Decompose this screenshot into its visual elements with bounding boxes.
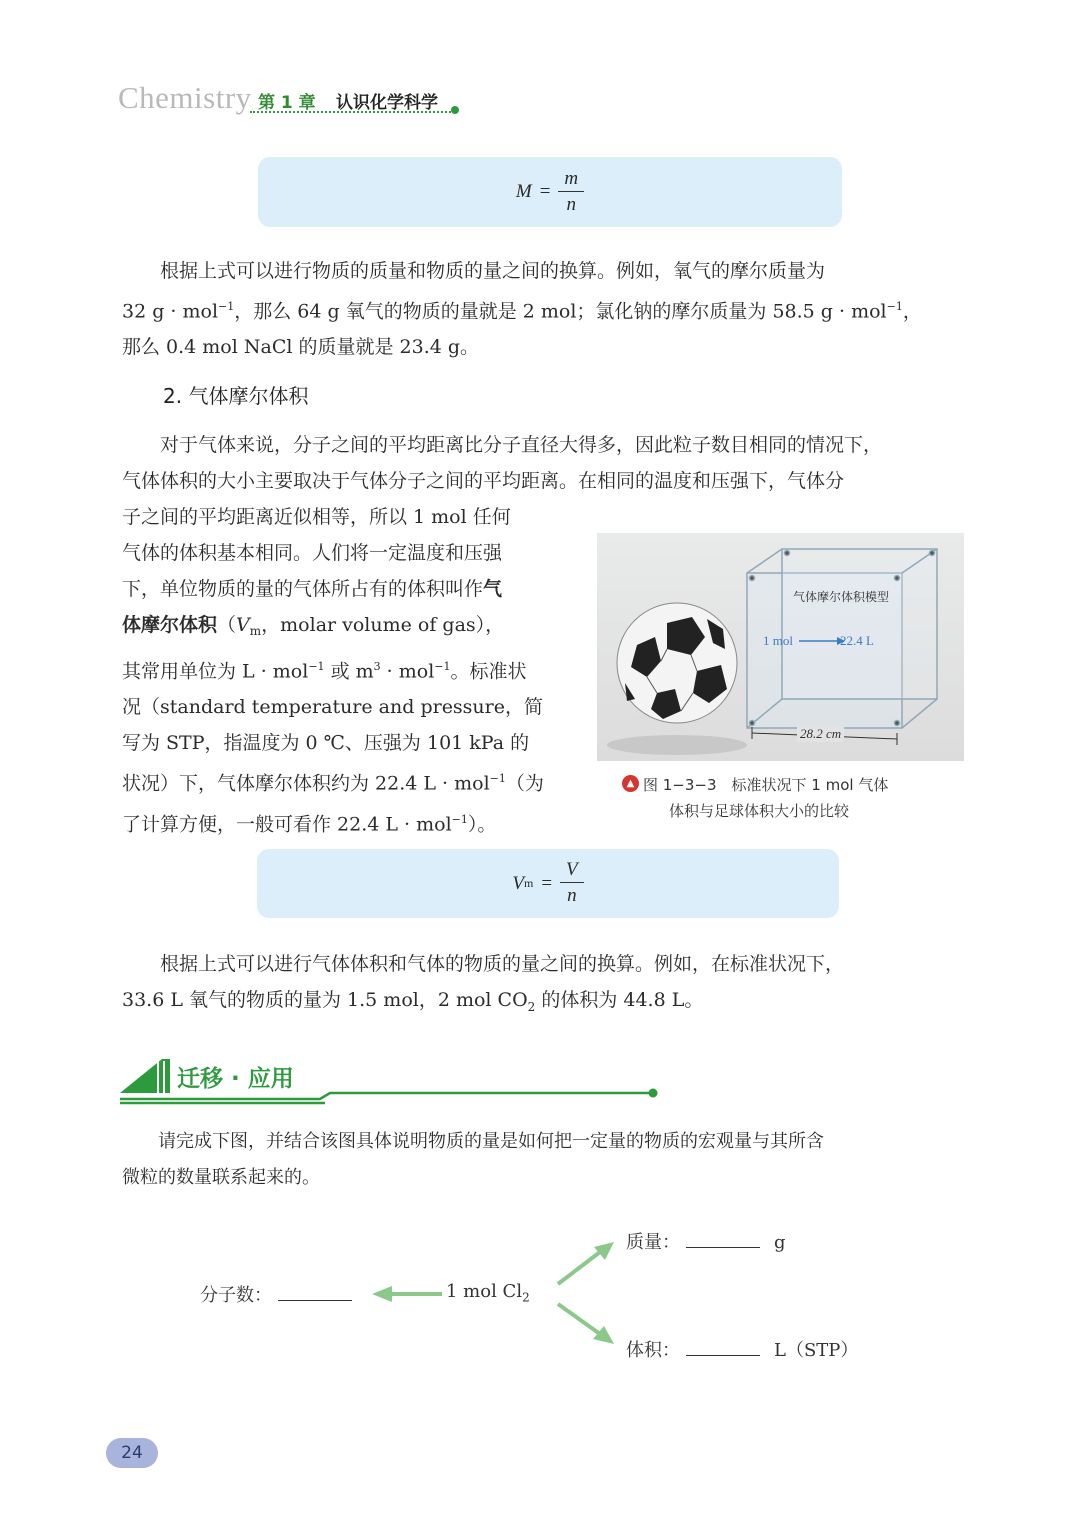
figure-arrow-to: 22.4 L — [840, 633, 874, 648]
diagram-top — [626, 1228, 786, 1254]
para2-line8: 况（standard temperature and pressure，简 — [122, 696, 543, 719]
blank-mass[interactable] — [686, 1229, 760, 1248]
figure-caption — [643, 772, 888, 824]
para2-line6-paren: （ — [217, 614, 237, 636]
para2-l10-a: 状况）下，气体摩尔体积约为 22.4 L · mol — [122, 772, 490, 795]
para2-l7-sup3: −1 — [434, 660, 451, 673]
para1-line3: 那么 0.4 mol NaCl 的质量就是 23.4 g。 — [122, 336, 480, 359]
para1-l2-c: ， — [902, 300, 922, 323]
diagram-bottom-unit: L（STP） — [774, 1340, 859, 1361]
para1-line2 — [122, 289, 967, 329]
banner-line — [120, 1093, 650, 1099]
figure-arrow-from: 1 mol — [763, 633, 793, 648]
para2-line6-c: ，molar volume of gas）， — [261, 614, 505, 636]
diagram-center — [446, 1281, 530, 1305]
formula-lhs: M — [515, 181, 532, 202]
formula2-lhs-sub: m — [523, 876, 534, 890]
para2-l7-d: 。标准状 — [450, 660, 527, 683]
para1-l2-b: ，那么 64 g 氧气的物质的量就是 2 mol；氯化钠的摩尔质量为 58.5 g · mol — [234, 300, 887, 323]
figure-marker-icon: ▲ — [622, 775, 639, 792]
para2-line7 — [122, 649, 572, 689]
figure-dimension-label: 28.2 cm — [797, 726, 844, 742]
para1-sup2: −1 — [886, 300, 903, 313]
banner-dot — [649, 1089, 658, 1098]
paragraph-volume-conversion — [122, 946, 972, 1025]
formula-fraction — [558, 167, 584, 218]
diagram-bottom — [626, 1336, 858, 1362]
para2-l11-a: 了计算方便，一般可看作 22.4 L · mol — [122, 812, 452, 835]
para3-l2-sub: 2 — [527, 999, 536, 1014]
symbol-v: V — [236, 614, 250, 636]
para3-line1: 根据上式可以进行气体体积和气体的物质的量之间的换算。例如，在标准状况下， — [160, 953, 845, 975]
para2-l7-sup1: −1 — [308, 660, 325, 673]
formula-equals: = — [539, 181, 551, 202]
para2-line2: 气体体积的大小主要取决于气体分子之间的平均距离。在相同的温度和压强下，气体分 — [122, 470, 845, 492]
para2-line5-a: 下，单位物质的量的气体所占有的体积叫作 — [122, 578, 484, 600]
page-number: 24 — [106, 1438, 158, 1468]
para2-l7-b: 或 m — [324, 660, 374, 683]
para3-l2-b: 的体积为 44.8 L。 — [535, 989, 704, 1011]
header-chapter: 第 1 章 — [258, 93, 316, 113]
soccer-ball-icon — [617, 603, 737, 723]
diagram-top-label: 质量： — [626, 1232, 680, 1253]
formula-denominator: n — [566, 193, 577, 215]
header-subject: Chemistry — [118, 80, 252, 115]
figure-box-label: 气体摩尔体积模型 — [793, 590, 890, 604]
diagram-left-label: 分子数： — [200, 1285, 272, 1306]
para2-line10 — [122, 761, 572, 801]
formula2-numerator: V — [560, 858, 584, 883]
para2-l11-b: ）。 — [467, 812, 497, 835]
para3-l2-a: 33.6 L 氧气的物质的量为 1.5 mol，2 mol CO — [122, 989, 528, 1011]
arrow-up-right-icon — [558, 1242, 614, 1284]
task-line1: 请完成下图，并结合该图具体说明物质的量是如何把一定量的物质的宏观量与其所含 — [158, 1131, 824, 1152]
formula2-denominator: n — [567, 885, 577, 906]
formula2-fraction — [560, 858, 584, 909]
task-line2: 微粒的数量联系起来的。 — [122, 1167, 320, 1188]
caption-line2: 体积与足球体积大小的比较 — [669, 802, 850, 820]
para2-line3: 子之间的平均距离近似相等，所以 1 mol 任何 — [122, 506, 511, 528]
header-chapter-title: 认识化学科学 — [336, 93, 438, 113]
section-heading-gas-molar-volume: 2. 气体摩尔体积 — [163, 384, 309, 408]
paragraph-task — [122, 1124, 972, 1196]
para1-sup1: −1 — [218, 300, 235, 313]
formula-molar-mass — [516, 167, 584, 218]
diagram-center-sub: 2 — [522, 1290, 530, 1305]
header-dot — [451, 106, 459, 114]
para2-line5 — [122, 571, 572, 607]
para1-line1: 根据上式可以进行物质的质量和物质的量之间的换算。例如，氧气的摩尔质量为 — [160, 260, 826, 282]
figure-photo — [597, 533, 964, 761]
blank-molecule-count[interactable] — [278, 1282, 352, 1301]
formula-molar-volume — [512, 858, 583, 909]
diagram-left — [200, 1281, 358, 1307]
header-dotted-line — [250, 111, 455, 113]
formula2-lhs: V — [512, 872, 524, 894]
arrow-down-right-icon — [558, 1304, 614, 1344]
formula-box-molar-mass — [258, 157, 842, 227]
para2-l10-b: （为 — [505, 772, 544, 795]
banner-triangle — [120, 1059, 170, 1093]
para2-l7-sup2: 3 — [373, 660, 381, 673]
formula-box-molar-volume — [257, 849, 839, 918]
para2-l7-c: · mol — [380, 660, 435, 683]
para2-line1: 对于气体来说，分子之间的平均距离比分子直径大得多，因此粒子数目相同的情况下， — [160, 434, 883, 456]
paragraph-gas-volume-definition — [122, 499, 572, 842]
para2-l11-sup: −1 — [451, 812, 468, 826]
arrow-left-icon — [372, 1286, 442, 1302]
formula2-equals: = — [541, 872, 553, 894]
formula-numerator: m — [558, 167, 584, 192]
para2-line11 — [122, 802, 572, 842]
term-gas-part1: 气 — [483, 578, 503, 600]
para2-l10-sup: −1 — [489, 772, 506, 786]
para2-l7-a: 其常用单位为 L · mol — [122, 660, 309, 683]
ball-shadow — [607, 735, 747, 755]
diagram-center-text: 1 mol Cl — [446, 1281, 523, 1302]
diagram-bottom-label: 体积： — [626, 1340, 680, 1361]
paragraph-mass-conversion — [122, 253, 967, 365]
blank-volume[interactable] — [686, 1337, 760, 1356]
para2-line4: 气体的体积基本相同。人们将一定温度和压强 — [122, 542, 503, 564]
para2-line6 — [122, 607, 572, 649]
para1-l2-a: 32 g · mol — [122, 300, 219, 323]
symbol-v-sub: m — [249, 624, 262, 638]
paragraph-gas-volume-intro — [122, 427, 972, 499]
section-title-transfer-application: 迁移 · 应用 — [177, 1066, 294, 1092]
term-gas-molar-volume: 体摩尔体积 — [122, 614, 218, 636]
para3-line2 — [122, 982, 972, 1025]
para2-line9: 写为 STP，指温度为 0 ℃、压强为 101 kPa 的 — [122, 732, 530, 755]
diagram-top-unit: g — [774, 1232, 786, 1253]
caption-line1: 图 1−3−3 标准状况下 1 mol 气体 — [643, 776, 889, 794]
